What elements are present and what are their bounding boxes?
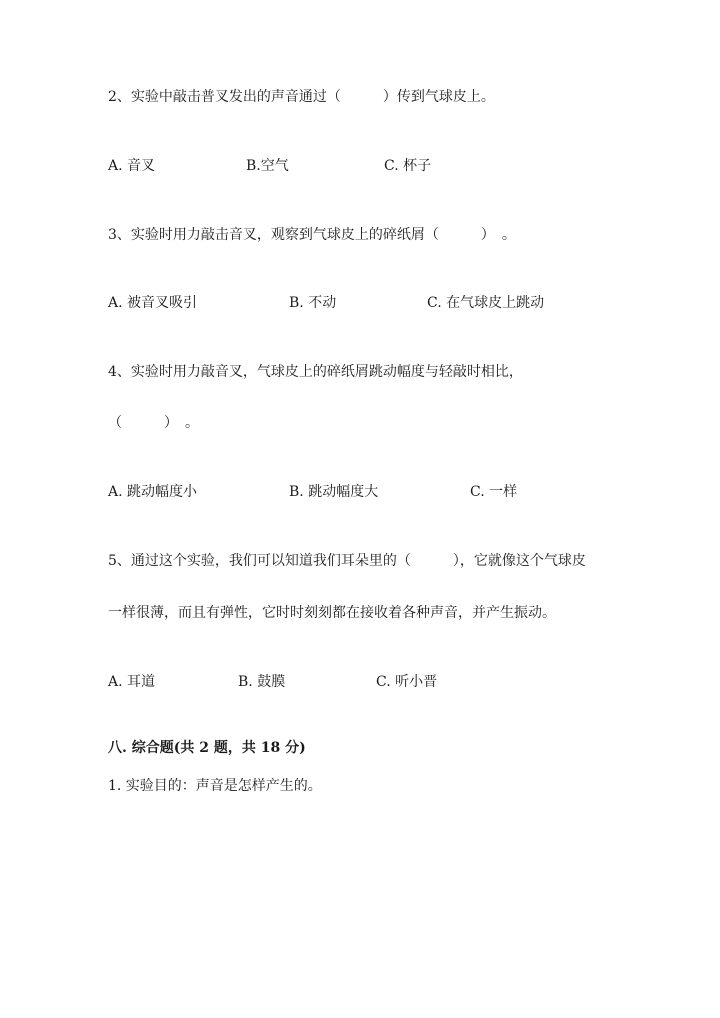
- question-3-option-c: C. 在气球皮上跳动: [427, 295, 545, 311]
- question-2-text: 2、实验中敲击普叉发出的声音通过（ ）传到气球皮上。: [108, 89, 495, 105]
- question-3-text: 3、实验时用力敲击音叉，观察到气球皮上的碎纸屑（ ） 。: [108, 227, 516, 243]
- question-5-option-c: C. 听小晋: [376, 674, 438, 690]
- question-4-option-a: A. 跳动幅度小: [108, 484, 198, 500]
- question-4-text: 4、实验时用力敲音叉，气球皮上的碎纸屑跳动幅度与轻敲时相比，: [108, 364, 523, 380]
- question-4-blank: （ ） 。: [108, 415, 199, 431]
- question-5-text: 5、通过这个实验，我们可以知道我们耳朵里的（ ），它就像这个气球皮: [108, 553, 586, 569]
- question-5-option-b: B. 鼓膜: [238, 674, 286, 690]
- question-2-option-b: B.空气: [246, 158, 289, 174]
- question-3-option-b: B. 不动: [289, 295, 337, 311]
- section-heading: 八. 综合题(共 2 题，共 18 分): [108, 740, 306, 756]
- question-4-option-c: C. 一样: [470, 484, 518, 500]
- question-4-option-b: B. 跳动幅度大: [289, 484, 379, 500]
- question-5-option-a: A. 耳道: [108, 674, 156, 690]
- question-5-text-continued: 一样很薄，而且有弹性，它时时刻刻都在接收着各种声音，并产生振动。: [108, 605, 556, 621]
- question-3-option-a: A. 被音叉吸引: [108, 295, 198, 311]
- section-item-1: 1. 实验目的：声音是怎样产生的。: [108, 778, 322, 794]
- question-2-option-a: A. 音叉: [108, 158, 156, 174]
- question-2-option-c: C. 杯子: [384, 158, 432, 174]
